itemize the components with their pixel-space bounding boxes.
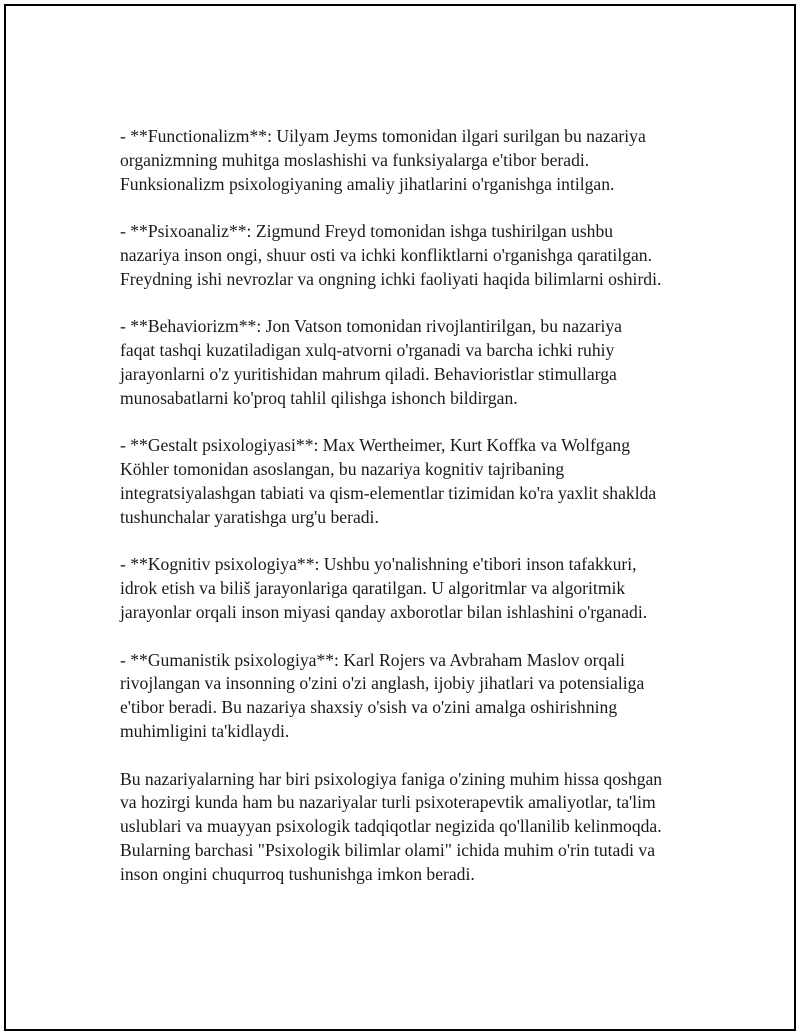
- document-page: [4, 4, 796, 1031]
- document-body: [120, 125, 720, 887]
- paragraph-conclusion: Bu nazariyalarning har biri psixologiya faniga o'zining muhim hissa qoshgan va hozirgi kunda ham bu nazariyalar turli psixoterapevtik amaliyotlar, ta'lim uslublari va muayyan psixologik tadqiqotlar negizida qo'llanilib kelinmoqda. Bularning barchasi "Psixologik bilimlar olami" ichida muhim o'rin tutadi va inson ongini chuqurroq tushunishga imkon beradi.: [120, 768, 663, 884]
- paragraph-kognitiv: - **Kognitiv psixologiya**: Ushbu yo'nalishning e'tibori inson tafakkuri, idrok etish va biliš jarayonlariga qaratilgan. U algoritmlar va algoritmik jarayonlar orqali inson miyasi qanday axborotlar bilan ishlashini o'rganadi.: [120, 554, 648, 622]
- paragraph-psixoanaliz: - **Psixoanaliz**: Zigmund Freyd tomonidan ishga tushirilgan ushbu nazariya inson ongi, shuur osti va ichki konfliktlarni o'rganishga qaratilgan. Freydning ishi nevrozlar va ongning ichki faoliyati haqida bilimlarni oshirdi.: [120, 221, 662, 289]
- paragraph-gestalt: - **Gestalt psixologiyasi**: Max Wertheimer, Kurt Koffka va Wolfgang Köhler tomonidan asoslangan, bu nazariya kognitiv tajribaning integratsiyalashgan tabiati va qism-elementlar tizimidan ko'ra yaxlit shaklda tushunchalar yaratishga urg'u beradi.: [120, 435, 657, 527]
- paragraph-gumanistik: - **Gumanistik psixologiya**: Karl Rojers va Avbraham Maslov orqali rivojlangan va insonning o'zini o'zi anglash, ijobiy jihatlari va potensialiga e'tibor beradi. Bu nazariya shaxsiy o'sish va o'zini amalga oshirishning muhimligini ta'kidlaydi.: [120, 649, 645, 741]
- paragraph-behaviorizm: - **Behaviorizm**: Jon Vatson tomonidan rivojlantirilgan, bu nazariya faqat tashqi kuzatiladigan xulq-atvorni o'rganadi va barcha ichki ruhiy jarayonlarni o'z yuritishidan mahrum qiladi. Behavioristlar stimullarga munosabatlarni ko'proq tahlil qilishga ishonch bildirgan.: [120, 316, 622, 408]
- paragraph-functionalizm: - **Functionalizm**: Uilyam Jeyms tomonidan ilgari surilgan bu nazariya organizmning muhitga moslashishi va funksiyalarga e'tibor beradi. Funksionalizm psixologiyaning amaliy jihatlarini o'rganishga intilgan.: [120, 126, 646, 194]
